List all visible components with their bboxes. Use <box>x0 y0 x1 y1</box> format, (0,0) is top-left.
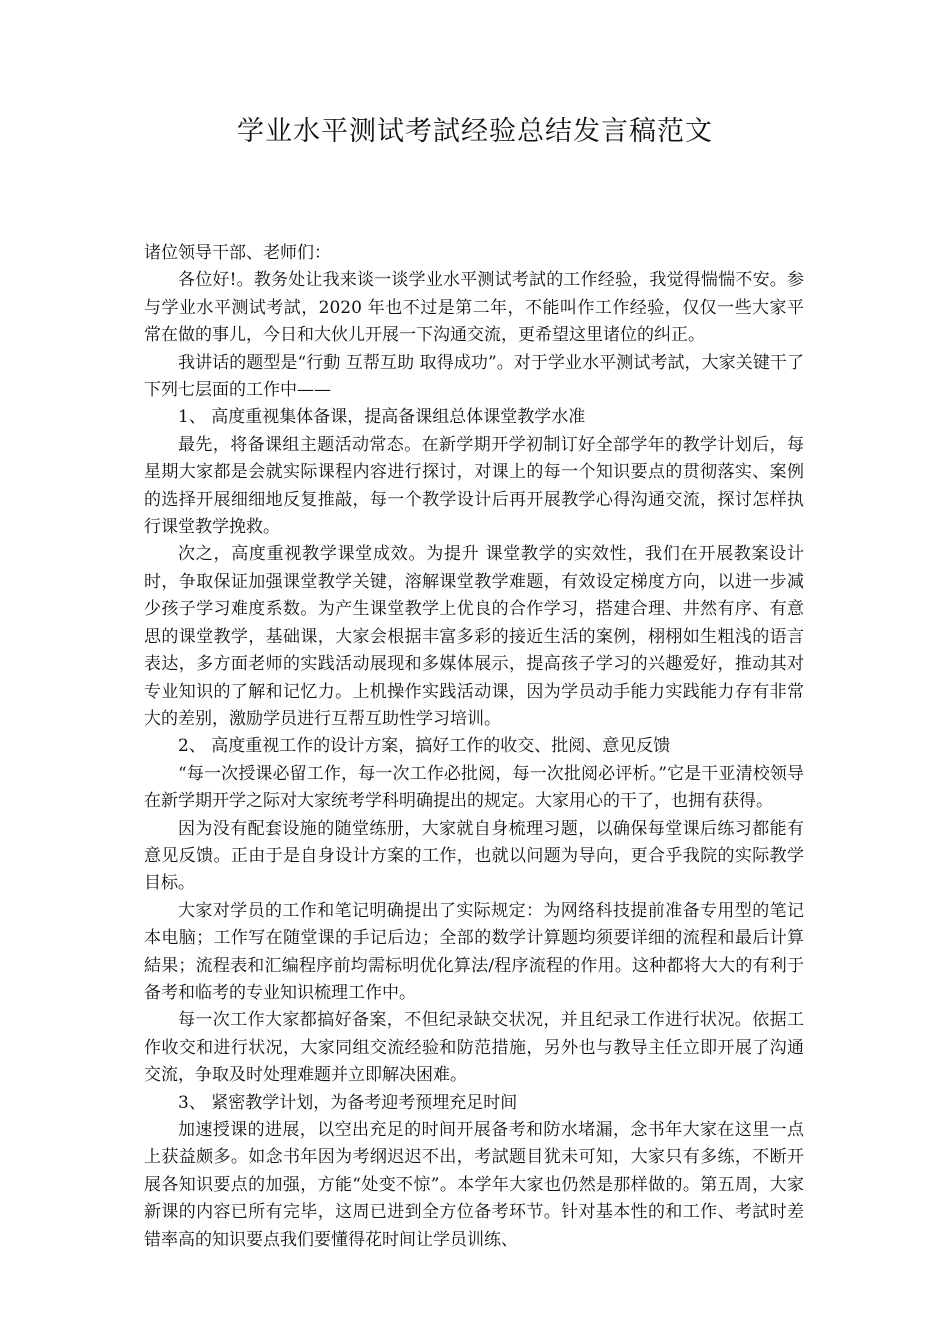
paragraph: “每一次授课必留工作，每一次工作必批阅，每一次批阅必评析。”它是干亚清校领导在新学期开学之际对大家统考学科明确提出的规定。大家用心的干了，也拥有获得。 <box>144 763 804 812</box>
paragraph: 最先，将备课组主题活动常态。在新学期开学初制订好全部学年的教学计划后，每星期大家都是会就实际课程内容进行探讨，对课上的每一个知识要点的贯彻落实、案例的选择开展细细地反复推敲，每一个教学设计后再开展教学心得沟通交流，探讨怎样执行课堂教学挽救。 <box>144 434 804 538</box>
section-heading-3: 3、 紧密教学计划，为备考迎考预埋充足时间 <box>178 1092 518 1113</box>
paragraph: 大家对学员的工作和笔记明确提出了实际规定：为网络科技提前准备专用型的笔记本电脑；工作写在随堂课的手记后边；全部的数学计算题均须要详细的流程和最后计算結果；流程表和汇编程序前均需标明优化算法/程序流程的作用。这种都将大大的有利于备考和临考的专业知识梳理工作中。 <box>144 900 804 1003</box>
paragraph: 加速授课的进展，以空出充足的时间开展备考和防水堵漏，念书年大家在这里一点上获益颇多。如念书年因为考纲迟迟不出，考試题目犹未可知，大家只有多练，不断开展各知识要点的加强，方能“处变不惊”。本学年大家也仍然是那样做的。第五周，大家新课的内容已所有完毕，这周已进到全方位备考环节。针对基本性的和工作、考試时差错率高的知识要点我们要懂得花时间让学员训练、 <box>144 1120 804 1250</box>
paragraph: 因为没有配套设施的随堂练册，大家就自身梳理习题，以确保每堂课后练习都能有意见反馈。正由于是自身设计方案的工作，也就以问题为导向，更合乎我院的实际教学目标。 <box>144 818 804 894</box>
document-body <box>144 240 804 1254</box>
paragraph: 每一次工作大家都搞好备案，不但纪录缺交状况，并且纪录工作进行状况。依据工作收交和进行状况，大家同组交流经验和防范措施，另外也与教导主任立即开展了沟通交流，争取及时处理难题并立即解决困难。 <box>144 1010 804 1086</box>
section-heading-2: 2、 高度重视工作的设计方案，搞好工作的收交、批阅、意见反馈 <box>178 736 671 757</box>
paragraph: 我讲话的题型是“行動 互帮互助 取得成功”。对于学业水平测试考試，大家关键干了下列七层面的工作中—— <box>144 352 804 401</box>
paragraph: 各位好!。教务处让我来谈一谈学业水平测试考試的工作经验，我觉得惴惴不安。参与学业水平测试考試，2020 年也不过是第二年，不能叫作工作经验，仅仅一些大家平常在做的事儿，今日和大伙儿开展一下沟通交流，更希望这里诸位的纠正。 <box>144 270 804 346</box>
paragraph: 次之，高度重视教学课堂成效。为提升 课堂教学的实效性，我们在开展教案设计时，争取保证加强课堂教学关键，溶解课堂教学难题，有效设定梯度方向，以进一步减少孩子学习难度系数。为产生课堂教学上优良的合作学习，搭建合理、井然有序、有意思的课堂教学，基础课，大家会根据丰富多彩的接近生活的案例，栩栩如生粗浅的语言表达，多方面老师的实践活动展现和多媒体展示，提高孩子学习的兴趣爱好，推动其对专业知识的了解和记忆力。上机操作实践活动课，因为学员动手能力实践能力存有非常大的差别，激励学员进行互帮互助性学习培训。 <box>144 544 804 729</box>
section-heading-1: 1、 高度重视集体备课，提高备课组总体课堂教学水准 <box>178 407 586 428</box>
salutation: 诸位领导干部、老师们： <box>144 243 331 263</box>
document-title: 学业水平测试考試经验总结发言稿范文 <box>237 116 713 147</box>
